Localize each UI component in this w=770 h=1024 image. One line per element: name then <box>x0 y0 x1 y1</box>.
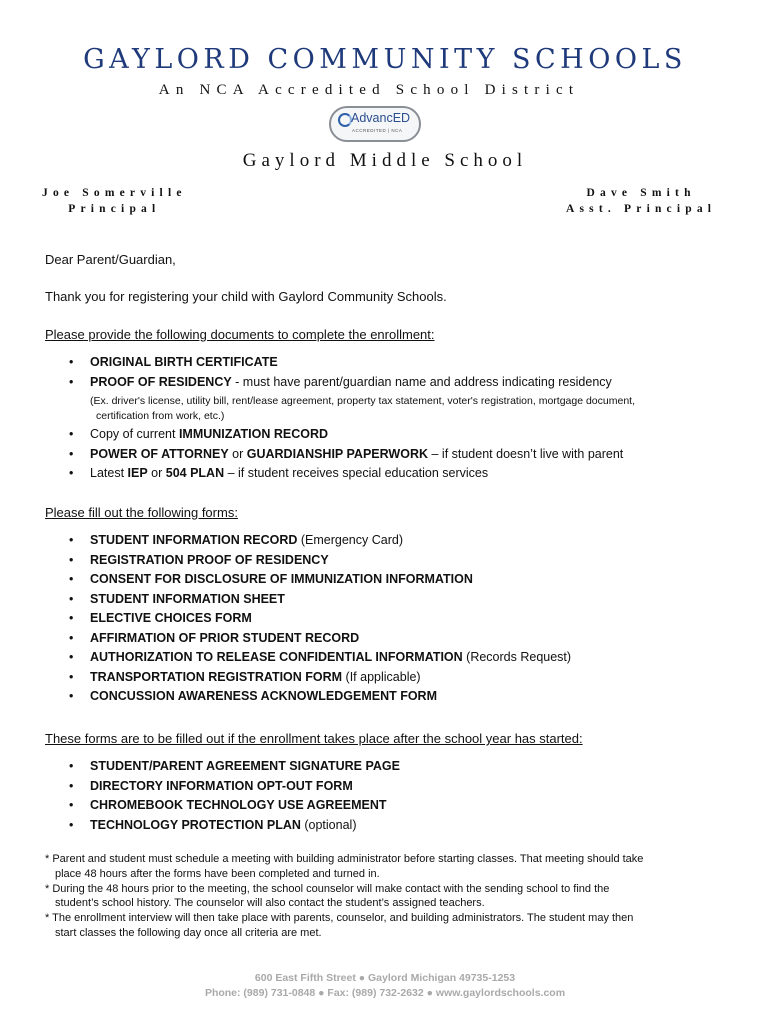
logo-text: AdvancED <box>351 111 411 125</box>
forms-list <box>45 531 745 707</box>
assistant-principal-title: Asst. Principal <box>566 203 717 215</box>
late-forms-list <box>45 757 745 835</box>
principal-name: Joe Somerville <box>42 187 187 199</box>
list-item: • AUTHORIZATION TO RELEASE CONFIDENTIAL INFORMATION (Records Request) <box>45 648 745 668</box>
list-item: • TRANSPORTATION REGISTRATION FORM (If applicable) <box>45 668 745 688</box>
principal-title: Principal <box>68 203 161 215</box>
list-item: • Copy of current IMMUNIZATION RECORD <box>45 425 745 445</box>
list-item: • CHROMEBOOK TECHNOLOGY USE AGREEMENT <box>45 796 745 816</box>
note-line: * Parent and student must schedule a meeting with building administrator before starting classes. That meeting should take <box>45 853 644 865</box>
salutation: Dear Parent/Guardian, <box>45 252 176 267</box>
principal-block <box>42 185 187 217</box>
residency-examples: (Ex. driver's license, utility bill, rent/lease agreement, property tax statement, voter's registration, mortgage document, certification from work, etc.) <box>90 395 636 422</box>
documents-list-continued <box>45 425 745 484</box>
forms-heading: Please fill out the following forms: <box>45 505 238 520</box>
list-item: • ORIGINAL BIRTH CERTIFICATE <box>45 353 745 373</box>
notes <box>45 852 643 941</box>
logo-subtext: ACCREDITED | NCA <box>352 128 403 133</box>
school-name: Gaylord Middle School <box>242 150 528 171</box>
assistant-principal-block <box>566 185 716 217</box>
documents-list <box>45 353 745 392</box>
list-item: • STUDENT/PARENT AGREEMENT SIGNATURE PAGE <box>45 757 745 777</box>
footer-contact: Phone: (989) 731-0848 ● Fax: (989) 732-2632 ● www.gaylordschools.com <box>204 987 566 999</box>
globe-icon <box>338 113 352 127</box>
list-item: • STUDENT INFORMATION SHEET <box>45 590 745 610</box>
note-line: place 48 hours after the forms have been completed and turned in. <box>55 867 380 880</box>
note-line: * The enrollment interview will then take place with parents, counselor, and building administrators. The student may then <box>45 912 634 925</box>
advanced-logo <box>329 106 421 142</box>
accreditation-line: An NCA Accredited School District <box>158 82 580 98</box>
footer-address: 600 East Fifth Street ● Gaylord Michigan 49735-1253 <box>254 972 516 984</box>
list-item: • DIRECTORY INFORMATION OPT-OUT FORM <box>45 777 745 797</box>
note-line: start classes the following day once all criteria are met. <box>55 926 322 939</box>
note-line: student’s school history. The counselor will also contact the student’s assigned teachers. <box>55 897 485 910</box>
late-enrollment-heading: These forms are to be filled out if the enrollment takes place after the school year has started: <box>45 731 583 746</box>
intro-paragraph: Thank you for registering your child with Gaylord Community Schools. <box>45 289 447 304</box>
documents-heading: Please provide the following documents to complete the enrollment: <box>45 327 435 342</box>
list-item: • TECHNOLOGY PROTECTION PLAN (optional) <box>45 816 745 836</box>
list-item: • Latest IEP or 504 PLAN – if student receives special education services <box>45 464 745 484</box>
list-item: • CONSENT FOR DISCLOSURE OF IMMUNIZATION INFORMATION <box>45 570 745 590</box>
assistant-principal-name: Dave Smith <box>586 187 696 199</box>
list-item: • POWER OF ATTORNEY or GUARDIANSHIP PAPERWORK – if student doesn’t live with parent <box>45 445 745 465</box>
list-item: • CONCUSSION AWARENESS ACKNOWLEDGEMENT FORM <box>45 687 745 707</box>
district-name: GAYLORD COMMUNITY SCHOOLS <box>83 44 687 75</box>
list-item: • AFFIRMATION OF PRIOR STUDENT RECORD <box>45 629 745 649</box>
list-item: • PROOF OF RESIDENCY - must have parent/guardian name and address indicating residency <box>45 373 745 393</box>
list-item: • REGISTRATION PROOF OF RESIDENCY <box>45 551 745 571</box>
list-item: • ELECTIVE CHOICES FORM <box>45 609 745 629</box>
list-item: • STUDENT INFORMATION RECORD (Emergency Card) <box>45 531 745 551</box>
note-line: * During the 48 hours prior to the meeting, the school counselor will make contact with the sending school to find the <box>45 882 610 895</box>
